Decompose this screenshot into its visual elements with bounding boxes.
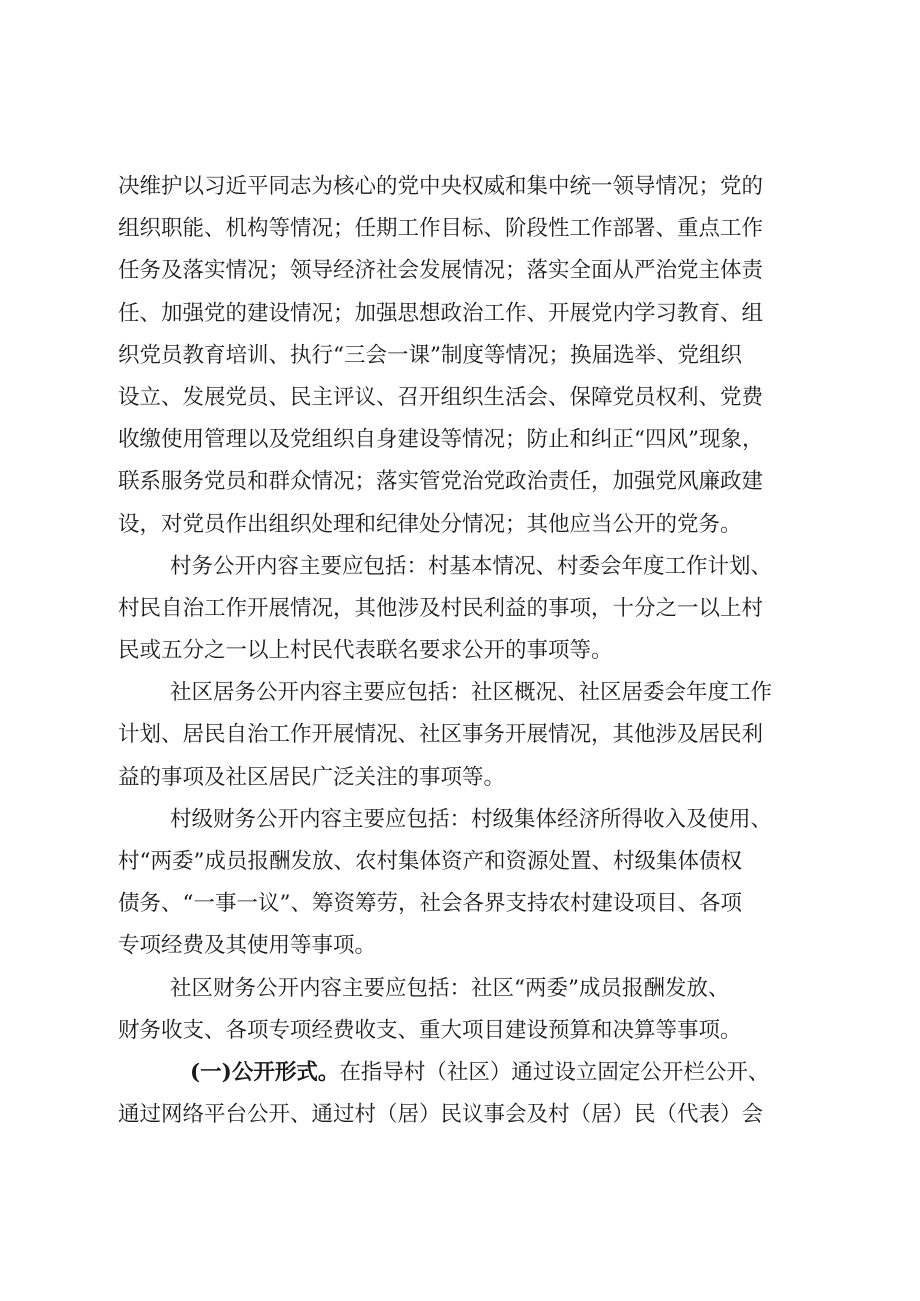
text-line: 益的事项及社区居民广泛关注的事项等。 [118,764,506,790]
paragraph-first-line: 村级财务公开内容主要应包括：村级集体经济所得收入及使用、 [170,806,773,832]
text-line: 设，对党员作出组织处理和纪律处分情况；其他应当公开的党务。 [118,511,742,537]
text-line: 收缴使用管理以及党组织自身建设等情况；防止和纠正“四风”现象， [118,427,764,453]
paragraph-first-line: 村务公开内容主要应包括：村基本情况、村委会年度工作计划、 [170,553,773,579]
text-line: 组织职能、机构等情况；任期工作目标、阶段性工作部署、重点工作 [118,216,764,242]
text-line: 任务及落实情况；领导经济社会发展情况；落实全面从严治党主体责 [118,258,764,284]
text-line: 任、加强党的建设情况；加强思想政治工作、开展党内学习教育、组 [118,300,764,326]
paragraph-first-line: 社区居务公开内容主要应包括：社区概况、社区居委会年度工作 [170,680,773,706]
section-heading-line [118,1052,818,1094]
section-heading: (一)公开形式。 [190,1059,340,1085]
text-line: 村民自治工作开展情况，其他涉及村民利益的事项，十分之一以上村 [118,595,764,621]
text-line: 民或五分之一以上村民代表联名要求公开的事项等。 [118,638,613,664]
section-heading-text: 在指导村（社区）通过设立固定公开栏公开、 [339,1059,770,1085]
text-line: 计划、居民自治工作开展情况、社区事务开展情况，其他涉及居民利 [118,722,764,748]
text-line: 债务、“一事一议”、筹资筹劳，社会各界支持农村建设项目、各项 [118,891,742,917]
text-line: 设立、发展党员、民主评议、召开组织生活会、保障党员权利、党费 [118,384,764,410]
text-line: 专项经费及其使用等事项。 [118,933,377,959]
text-line: 联系服务党员和群众情况；落实管党治党政治责任，加强党风廉政建 [118,469,764,495]
text-line: 村“两委”成员报酬发放、农村集体资产和资源处置、村级集体债权 [118,849,742,874]
text-line: 财务收支、各项专项经费收支、重大项目建设预算和决算等事项。 [118,1017,742,1043]
text-line: 通过网络平台公开、通过村（居）民议事会及村（居）民（代表）会 [118,1102,764,1128]
text-line: 决维护以习近平同志为核心的党中央权威和集中统一领导情况；党的 [118,174,764,199]
document-body [118,166,818,1136]
text-line: 织党员教育培训、执行“三会一课”制度等情况；换届选举、党组织 [118,342,742,368]
paragraph-first-line: 社区财务公开内容主要应包括：社区“两委”成员报酬发放、 [170,975,730,1001]
